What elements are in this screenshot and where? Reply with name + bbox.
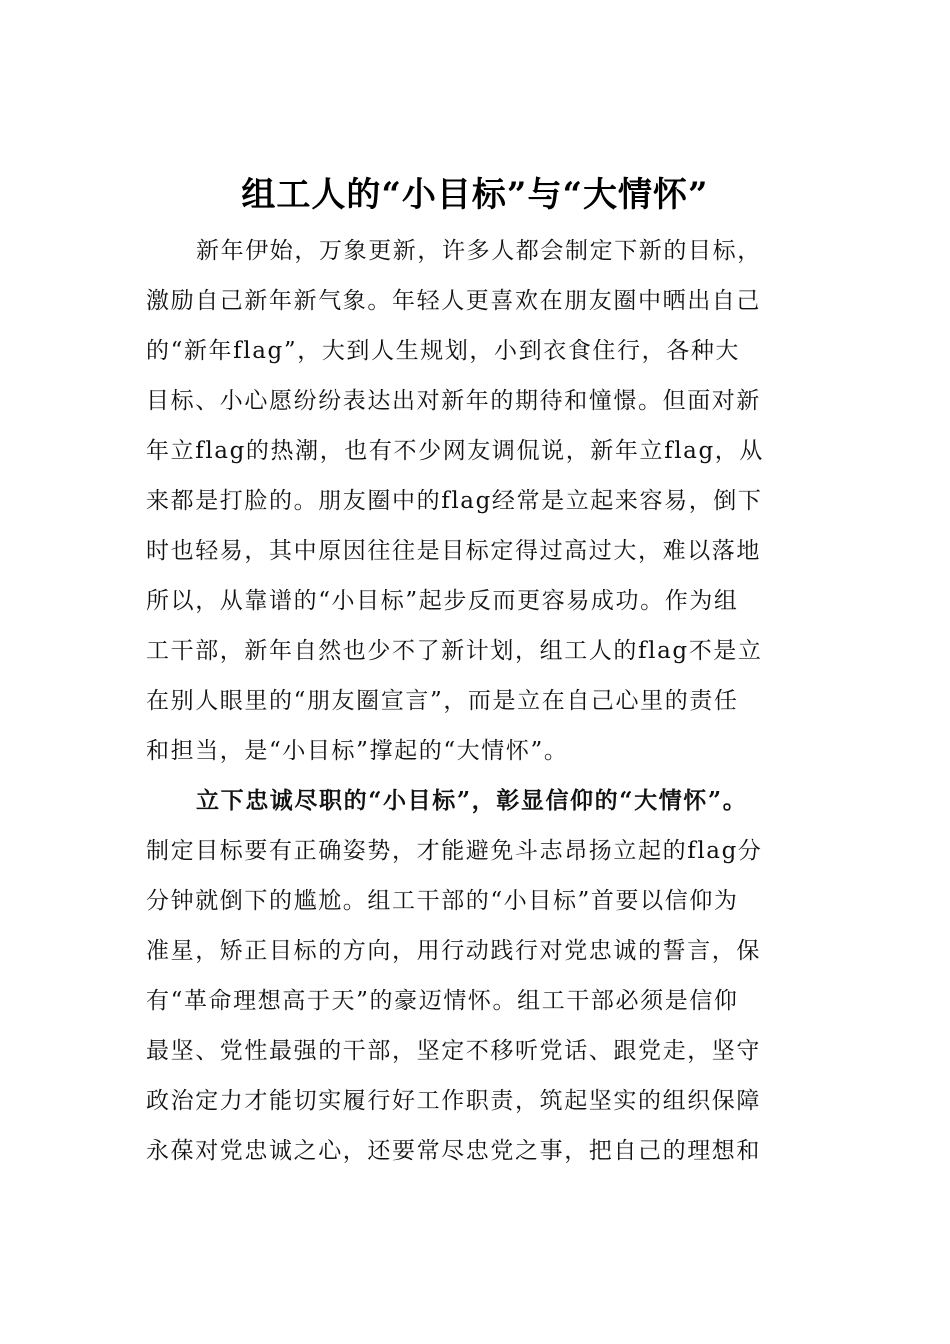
paragraph-line: 永葆对党忠诚之心，还要常尽忠党之事，把自己的理想和: [146, 1138, 761, 1164]
paragraph-line: 有“革命理想高于天”的豪迈情怀。组工干部必须是信仰: [146, 988, 739, 1014]
paragraph-line: 分钟就倒下的尴尬。组工干部的“小目标”首要以信仰为: [146, 888, 739, 914]
paragraph-line: 制定目标要有正确姿势，才能避免斗志昂扬立起的flag分: [146, 838, 763, 864]
paragraph-line: 时也轻易，其中原因往往是目标定得过高过大，难以落地: [146, 538, 761, 564]
paragraph-line: 来都是打脸的。朋友圈中的flag经常是立起来容易，倒下: [146, 488, 763, 514]
document-body: [146, 226, 806, 1176]
paragraph-line: 激励自己新年新气象。年轻人更喜欢在朋友圈中晒出自己: [146, 288, 761, 314]
paragraph-line: 准星，矫正目标的方向，用行动践行对党忠诚的誓言，保: [146, 938, 761, 964]
paragraph-line: 和担当，是“小目标”撑起的“大情怀”。: [146, 738, 569, 764]
section-heading-line: 立下忠诚尽职的“小目标”，彰显信仰的“大情怀”。: [196, 787, 748, 814]
paragraph-line: 目标、小心愿纷纷表达出对新年的期待和憧憬。但面对新: [146, 388, 761, 414]
document-title: 组工人的“小目标”与“大情怀”: [241, 175, 709, 215]
paragraph-line: 工干部，新年自然也少不了新计划，组工人的flag不是立: [146, 638, 763, 664]
paragraph-line: 的“新年flag”，大到人生规划，小到衣食住行，各种大: [146, 338, 741, 364]
paragraph-line: 在别人眼里的“朋友圈宣言”，而是立在自己心里的责任: [146, 688, 739, 714]
paragraph-line: 所以，从靠谱的“小目标”起步反而更容易成功。作为组: [146, 588, 739, 614]
paragraph-line: 最坚、党性最强的干部，坚定不移听党话、跟党走，坚守: [146, 1038, 761, 1064]
paragraph-line: 新年伊始，万象更新，许多人都会制定下新的目标，: [196, 238, 762, 264]
paragraph-line: 年立flag的热潮，也有不少网友调侃说，新年立flag，从: [146, 438, 765, 464]
paragraph-line: 政治定力才能切实履行好工作职责，筑起坚实的组织保障: [146, 1088, 761, 1114]
